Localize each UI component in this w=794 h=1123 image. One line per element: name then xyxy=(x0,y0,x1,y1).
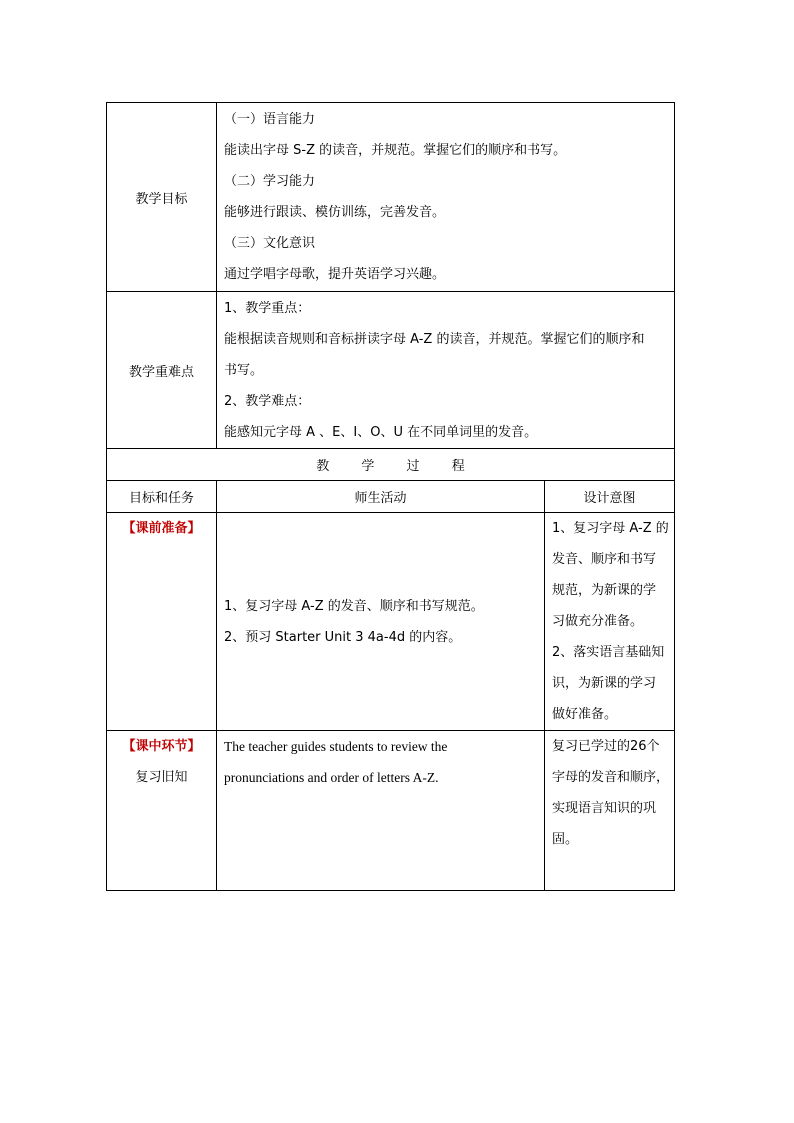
column-header-intent: 设计意图 xyxy=(545,481,675,513)
objectives-line: 能够进行跟读、模仿训练，完善发音。 xyxy=(224,205,446,220)
intent-line: 习做充分准备。 xyxy=(552,614,644,629)
key-points-content xyxy=(217,292,675,449)
objectives-content xyxy=(217,103,675,292)
intent-line: 2、落实语言基础知 xyxy=(552,645,665,660)
process-title: 教 学 过 程 xyxy=(107,449,675,481)
intent-line: 字母的发音和顺序， xyxy=(552,770,670,785)
objectives-line: 通过学唱字母歌，提升英语学习兴趣。 xyxy=(224,267,446,282)
task-subtitle: 复习旧知 xyxy=(135,770,188,785)
intent-line: 固。 xyxy=(552,832,579,847)
key-points-line: 书写。 xyxy=(224,362,264,378)
objectives-line: （二）学习能力 xyxy=(224,174,316,189)
intent-line: 实现语言知识的巩 xyxy=(552,801,657,816)
objectives-line: （三）文化意识 xyxy=(224,236,316,251)
key-points-line: 2、教学难点： xyxy=(224,393,311,409)
objectives-line: 能读出字母 S-Z 的读音，并规范。掌握它们的顺序和书写。 xyxy=(224,143,567,158)
activity-line: pronunciations and order of letters A-Z. xyxy=(224,770,439,785)
task-cell xyxy=(107,513,217,731)
intent-line: 发音、顺序和书写 xyxy=(552,552,657,567)
objectives-line: （一）语言能力 xyxy=(224,112,316,127)
objectives-label: 教学目标 xyxy=(107,103,217,292)
table-row xyxy=(107,731,675,891)
table-row xyxy=(107,513,675,731)
activity-cell xyxy=(217,731,545,891)
activity-line: 2、预习 Starter Unit 3 4a-4d 的内容。 xyxy=(224,629,462,645)
activity-line: The teacher guides students to review the xyxy=(224,739,448,754)
key-points-line: 能感知元字母 A 、E、I、O、U 在不同单词里的发音。 xyxy=(224,424,538,440)
intent-line: 规范，为新课的学 xyxy=(552,583,657,598)
activity-cell xyxy=(217,513,545,731)
key-points-line: 能根据读音规则和音标拼读字母 A-Z 的读音，并规范。掌握它们的顺序和 xyxy=(224,331,645,347)
intent-cell xyxy=(545,731,675,891)
lesson-plan-table xyxy=(106,102,675,891)
intent-line: 做好准备。 xyxy=(552,707,618,722)
intent-line: 识，为新课的学习 xyxy=(552,676,657,691)
activity-line: 1、复习字母 A-Z 的发音、顺序和书写规范。 xyxy=(224,598,484,614)
task-tag: 【课前准备】 xyxy=(122,521,201,536)
task-cell xyxy=(107,731,217,891)
column-header-activity: 师生活动 xyxy=(217,481,545,513)
key-points-line: 1、教学重点： xyxy=(224,300,311,316)
intent-line: 1、复习字母 A-Z 的 xyxy=(552,521,669,536)
key-points-label: 教学重难点 xyxy=(107,292,217,449)
task-tag: 【课中环节】 xyxy=(122,739,201,754)
intent-line: 复习已学过的26个 xyxy=(552,739,660,754)
intent-cell xyxy=(545,513,675,731)
column-header-task: 目标和任务 xyxy=(107,481,217,513)
